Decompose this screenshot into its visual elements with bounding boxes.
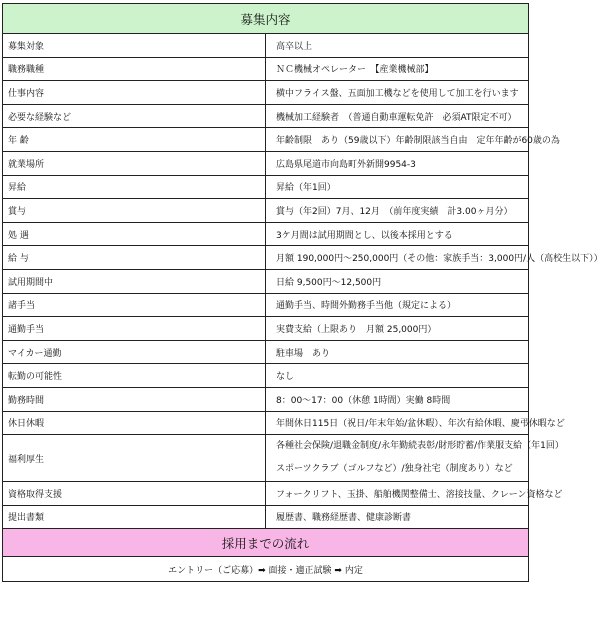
row-value: なし bbox=[266, 364, 529, 388]
row-value: 賞与（年2回）7月、12月 （前年度実績 計3.00ヶ月分） bbox=[266, 199, 529, 223]
welfare-value bbox=[266, 435, 564, 482]
table-row bbox=[3, 222, 529, 246]
row-value: ＮＣ機械オペレーター 【産業機械部】 bbox=[266, 57, 529, 81]
table-row bbox=[3, 482, 529, 506]
row-label: 通勤手当 bbox=[3, 317, 266, 341]
table-row bbox=[3, 293, 529, 317]
welfare-label: 福利厚生 bbox=[3, 435, 266, 482]
row-label: 募集対象 bbox=[3, 34, 266, 58]
row-label: 職務職種 bbox=[3, 57, 266, 81]
row-value: 機械加工経験者 （普通自動車運転免許 必須AT限定不可） bbox=[266, 104, 529, 128]
row-value: 広島県尾道市向島町外新開9954-3 bbox=[266, 151, 529, 175]
recruitment-sheet bbox=[2, 3, 603, 582]
row-value: 8：00～17：00（休憩 1時間）実働 8時間 bbox=[266, 387, 529, 411]
row-label: 試用期間中 bbox=[3, 269, 266, 293]
row-value: 日給 9,500円～12,500円 bbox=[266, 269, 529, 293]
recruitment-table bbox=[2, 3, 603, 582]
row-value: フォークリフト、玉掛、船舶機関整備士、溶接技量、クレーン資格など bbox=[266, 482, 529, 506]
welfare-line-2: スポーツクラブ（ゴルフなど）/独身社宅（制度あり）など bbox=[276, 464, 513, 475]
table-row bbox=[3, 269, 529, 293]
row-value: 横中フライス盤、五面加工機などを使用して加工を行います bbox=[266, 81, 529, 105]
table-row bbox=[3, 505, 529, 529]
table-row bbox=[3, 387, 529, 411]
welfare-row bbox=[3, 435, 529, 482]
row-label: 勤務時間 bbox=[3, 387, 266, 411]
row-value: 駐車場 あり bbox=[266, 340, 529, 364]
row-label: 昇給 bbox=[3, 175, 266, 199]
section-header bbox=[3, 4, 529, 34]
flow-title: 採用までの流れ bbox=[3, 529, 529, 557]
row-value: 通勤手当、時間外勤務手当他（規定による） bbox=[266, 293, 529, 317]
row-label: 年 齢 bbox=[3, 128, 266, 152]
table-row bbox=[3, 199, 529, 223]
row-label: 必要な経験など bbox=[3, 104, 266, 128]
row-label: 資格取得支援 bbox=[3, 482, 266, 506]
row-value: 年齢制限 あり（59歳以下）年齢制限該当自由 定年年齢が60歳の為 bbox=[266, 128, 529, 152]
row-value: 履歴書、職務経歴書、健康診断書 bbox=[266, 505, 529, 529]
row-value: 3ケ月間は試用期間とし、以後本採用とする bbox=[266, 222, 529, 246]
flow-row bbox=[3, 557, 529, 582]
flow-steps: エントリー（ご応募）➡ 面接・適正試験 ➡ 内定 bbox=[3, 557, 529, 582]
row-label: 休日休暇 bbox=[3, 411, 266, 435]
section-title: 募集内容 bbox=[3, 4, 529, 34]
table-row bbox=[3, 34, 529, 58]
row-label: 就業場所 bbox=[3, 151, 266, 175]
table-row bbox=[3, 340, 529, 364]
table-row bbox=[3, 411, 529, 435]
row-label: 賞与 bbox=[3, 199, 266, 223]
table-row bbox=[3, 81, 529, 105]
welfare-line-1: 各種社会保険/退職金制度/永年勤続表彰/財形貯蓄/作業服支給（年1回） bbox=[276, 441, 564, 452]
table-row bbox=[3, 57, 529, 81]
table-row bbox=[3, 364, 529, 388]
row-value: 実費支給（上限あり 月額 25,000円） bbox=[266, 317, 529, 341]
row-label: 転勤の可能性 bbox=[3, 364, 266, 388]
table-row bbox=[3, 175, 529, 199]
row-value: 月額 190,000円～250,000円（その他：家族手当：3,000円/人（高校生以下）） bbox=[266, 246, 529, 270]
row-label: 提出書類 bbox=[3, 505, 266, 529]
row-label: マイカー通勤 bbox=[3, 340, 266, 364]
flow-header bbox=[3, 529, 529, 557]
row-label: 給 与 bbox=[3, 246, 266, 270]
row-label: 仕事内容 bbox=[3, 81, 266, 105]
table-row bbox=[3, 317, 529, 341]
row-value: 高卒以上 bbox=[266, 34, 529, 58]
table-row bbox=[3, 104, 529, 128]
table-row bbox=[3, 151, 529, 175]
table-row bbox=[3, 128, 529, 152]
table-row bbox=[3, 246, 529, 270]
row-value: 年間休日115日（祝日/年末年始/盆休暇）、年次有給休暇、慶弔休暇など bbox=[266, 411, 529, 435]
row-value: 昇給（年1回） bbox=[266, 175, 529, 199]
row-label: 処 遇 bbox=[3, 222, 266, 246]
row-label: 諸手当 bbox=[3, 293, 266, 317]
